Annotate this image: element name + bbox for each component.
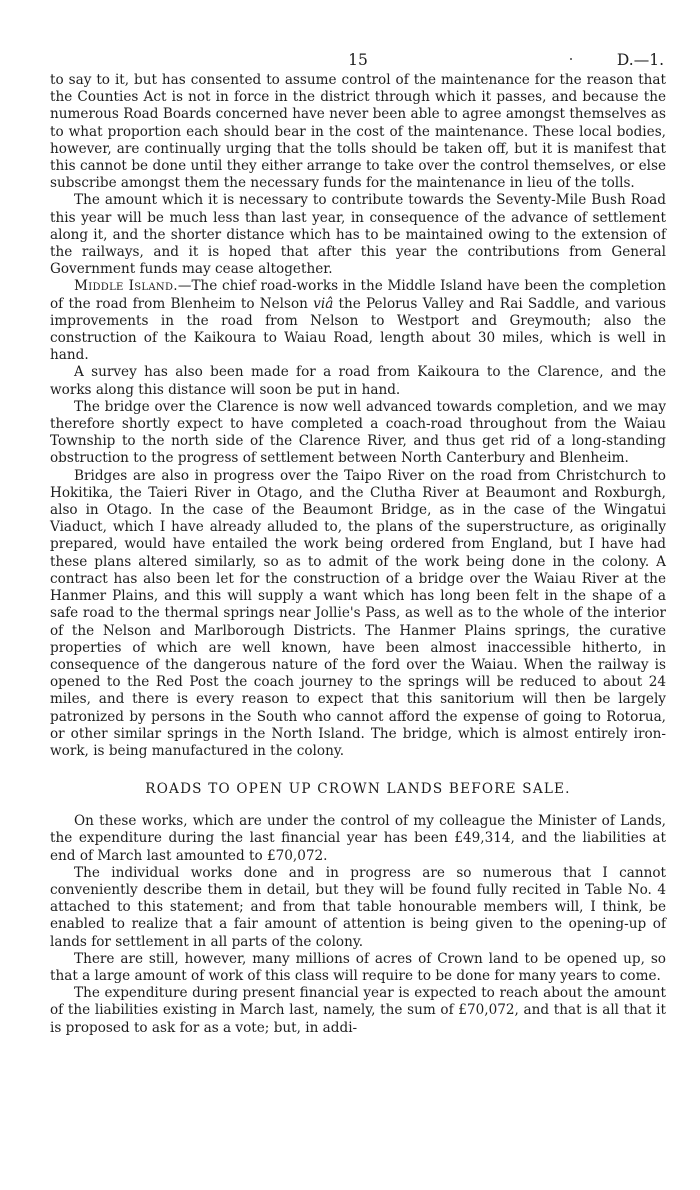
- paragraph-middle-island: [50, 278, 666, 364]
- paragraph-continuation: to say to it, but has consented to assume control of the maintenance for the reason that the Counties Act is not in force in the district through which it passes, and because the numerous Road Boards concerned have never been able to agree amongst themselves as to what proportion each should bear in the cost of the maintenance. These local bodies, however, are continually urging that the tolls should be taken off, but it is manifest that this cannot be done until they either arrange to take over the control themselves, or else subscribe amongst them the necessary funds for the maintenance in lieu of the tolls.: [50, 72, 666, 192]
- document-body: [50, 72, 666, 1037]
- paragraph-expenditure: On these works, which are under the control of my colleague the Minister of Lands, the expenditure during the last financial year has been £49,314, and the liabilities at end of March last amounted to £70,072.: [50, 813, 666, 864]
- paragraph-clarence-bridge: The bridge over the Clarence is now well advanced towards completion, and we may therefore shortly expect to have completed a coach-road throughout from the Waiau Township to the north side of the Clarence River, and thus get rid of a long-standing obstruction to the progress of settlement between North Canterbury and Blenheim.: [50, 398, 666, 467]
- paragraph-expected-expenditure: The expenditure during present financial year is expected to reach about the amount of the liabilities existing in March last, namely, the sum of £70,072, and that is all that it is proposed to ask for as a vote; but, in addi-: [50, 985, 666, 1036]
- middle-island-lead: Middle Island.: [74, 278, 178, 295]
- print-speck: [570, 58, 572, 60]
- page-header: [50, 48, 666, 72]
- paragraph-individual-works: The individual works done and in progress are so numerous that I cannot conveniently describe them in detail, but they will be found fully recited in Table No. 4 attached to this statement; and from that table honourable members will, I think, be enabled to realize that a fair amount of attention is being given to the opening-up of lands for settlement in all parts of the colony.: [50, 864, 666, 950]
- section-heading: ROADS TO OPEN UP CROWN LANDS BEFORE SALE.: [145, 781, 571, 798]
- middle-island-text-a: —The chief road-works in the Middle Island have been the completion of the road from Blenheim to Nelson: [50, 278, 666, 312]
- middle-island-italic: viâ: [313, 295, 334, 312]
- document-reference: D.—1.: [616, 51, 664, 69]
- middle-island-text-b: the Pelorus Valley and Rai Saddle, and various improvements in the road from Nelson to Westport and Greymouth; also the construction of the Kaikoura to Waiau Road, length about 30 miles, which is well in hand.: [50, 295, 667, 364]
- paragraph-crown-land: There are still, however, many millions of acres of Crown land to be opened up, so that a large amount of work of this class will require to be done for many years to come.: [50, 950, 666, 984]
- paragraph-bridges-in-progress: Bridges are also in progress over the Taipo River on the road from Christchurch to Hokitika, the Taieri River in Otago, and the Clutha River at Beaumont and Roxburgh, also in Otago. In the case of the Beaumont Bridge, as in the case of the Wingatui Viaduct, which I have already alluded to, the plans of the superstructure, as originally prepared, would have entailed the work being ordered from England, but I have had these plans altered similarly, so as to admit of the work being done in the colony. A contract has also been let for the construction of a bridge over the Waiau River at the Hanmer Plains, and this will supply a want which has long been felt in the shape of a safe road to the thermal springs near Jollie's Pass, as well as to the whole of the interior of the Nelson and Marlborough Districts. The Hanmer Plains springs, the curative properties of which are well known, have been almost inaccessible hitherto, in consequence of the dangerous nature of the ford over the Waiau. When the railway is opened to the Red Post the coach journey to the springs will be reduced to about 24 miles, and there is every reason to expect that this sanitorium will then be largely patronized by persons in the South who cannot afford the expense of going to Rotorua, or other similar springs in the North Island. The bridge, which is almost entirely iron-work, is being manufactured in the colony.: [50, 467, 666, 759]
- paragraph-seventy-mile-bush: The amount which it is necessary to contribute towards the Seventy-Mile Bush Road this year will be much less than last year, in consequence of the advance of settlement along it, and the shorter distance which has to be maintained owing to the extension of the railways, and it is hoped that after this year the contributions from General Government funds may cease altogether.: [50, 192, 666, 278]
- page-number: 15: [348, 51, 368, 69]
- paragraph-kaikoura-survey: A survey has also been made for a road from Kaikoura to the Clarence, and the works along this distance will soon be put in hand.: [50, 364, 666, 398]
